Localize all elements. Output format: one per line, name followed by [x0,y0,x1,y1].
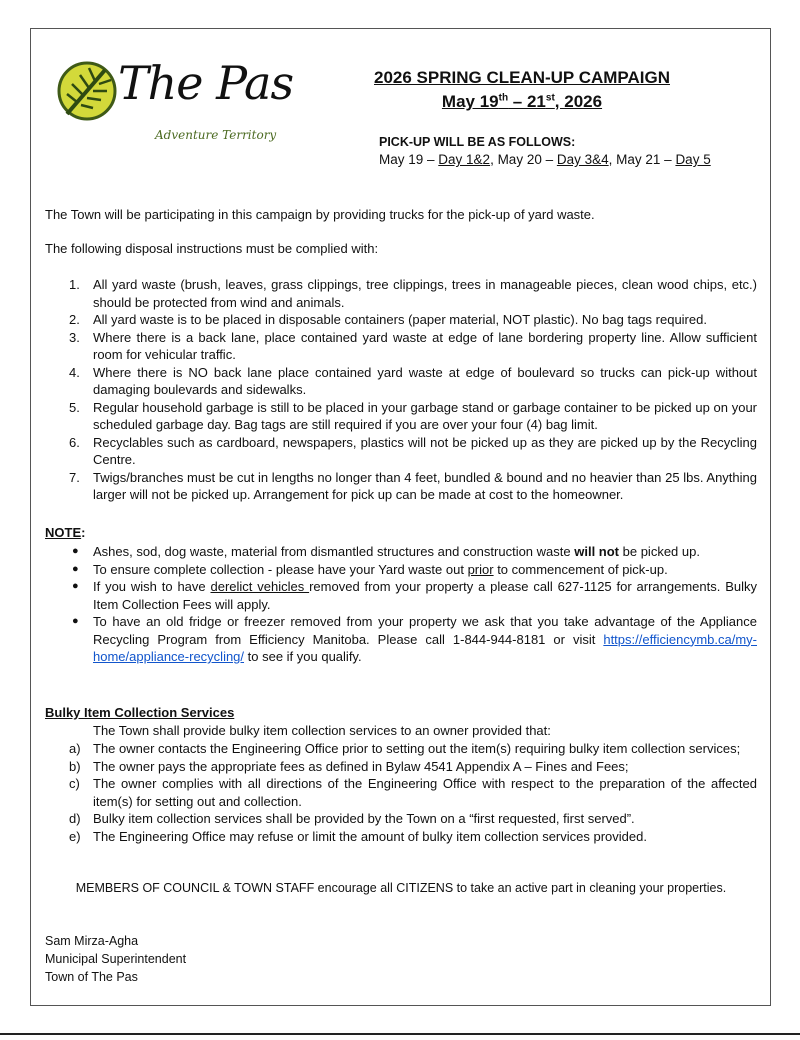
list-item: 3. Where there is a back lane, place contained yard waste at edge of lane bordering property line. Allow sufficient room for vehicular traffic. [69,329,757,362]
town-logo [55,56,294,148]
signature-title: Municipal Superintendent [45,952,187,966]
bulky-lead: The Town shall provide bulky item collection services to an owner provided that: [93,723,551,738]
signature-org: Town of The Pas [45,970,138,984]
list-item: 7. Twigs/branches must be cut in lengths no longer than 4 feet, bundled & bound and no heavier than 25 lbs. Anything larger will not be picked up. Arrangement for pick up can be made at cost to the homeowner. [69,469,757,502]
list-item: 5. Regular household garbage is still to be placed in your garbage stand or garbage container to be picked up on your scheduled garbage day. Bag tags are still required if you are over your four (4) bag limit. [69,399,757,432]
signature-name: Sam Mirza-Agha [45,934,139,948]
appliance-recycling-link[interactable]: https://efficiencymb.ca/my-home/appliance-recycling/ [93,631,757,664]
list-item: e) The Engineering Office may refuse or limit the amount of bulky item collection services provided. [69,828,647,844]
campaign-dates: May 19th – 21st, 2026 [441,92,603,111]
note-heading: NOTE: [45,525,86,540]
list-item: 4. Where there is NO back lane place contained yard waste at edge of boulevard so trucks can pick-up without damaging boulevards and sidewalks. [69,364,757,397]
list-item: ● If you wish to have derelict vehicles removed from your property a please call 627-1125 for arrangements. Bulky Item Collection Fees will apply. [72,579,757,612]
instructions-lead: The following disposal instructions must be complied with: [45,241,379,256]
closing-statement: MEMBERS OF COUNCIL & TOWN STAFF encourage all CITIZENS to take an active part in cleaning your properties. [75,881,727,895]
list-item: ● To have an old fridge or freezer removed from your property we ask that you take advantage of the Appliance Recycling Program from Efficiency Manitoba. Please call 1-844-944-8181 or visit https://efficiencymb.ca/my-home/appliance-recycling/ to see if you qualify. [72,614,757,664]
list-item: b) The owner pays the appropriate fees as defined in Bylaw 4541 Appendix A – Fines and Fees; [69,758,629,774]
instructions-list [45,276,757,504]
page-bottom-rule [0,1033,800,1035]
logo-wordmark: The Pas [118,56,294,110]
logo-tagline: Adventure Territory [155,128,277,142]
intro-paragraph: The Town will be participating in this campaign by providing trucks for the pick-up of yard waste. [45,207,595,222]
note-list [45,543,757,666]
list-item: ● To ensure complete collection - please have your Yard waste out prior to commencement of pick-up. [72,561,668,577]
list-item: 6. Recyclables such as cardboard, newspapers, plastics will not be picked up as they are picked up by the Recycling Centre. [69,434,757,467]
list-item: 2. All yard waste is to be placed in disposable containers (paper material, NOT plastic). No bag tags required. [69,312,707,327]
list-item: d) Bulky item collection services shall be provided by the Town on a “first requested, first served”. [69,811,635,826]
pickup-schedule: May 19 – Day 1&2, May 20 – Day 3&4, May 21 – Day 5 [379,152,711,167]
pickup-label: PICK-UP WILL BE AS FOLLOWS: [379,135,576,149]
campaign-title: 2026 SPRING CLEAN-UP CAMPAIGN [374,68,670,87]
bulky-list [45,740,757,845]
list-item: 1. All yard waste (brush, leaves, grass clippings, tree clippings, trees in manageable pieces, clean wood chips, etc.) should be protected from wind and animals. [69,277,757,310]
list-item: ● Ashes, sod, dog waste, material from dismantled structures and construction waste will not be picked up. [72,544,700,559]
list-item: c) The owner complies with all directions of the Engineering Office with respect to the preparation of the affected item(s) for setting out and collection. [69,776,757,809]
bulky-heading: Bulky Item Collection Services [45,705,235,720]
list-item: a) The owner contacts the Engineering Office prior to setting out the item(s) requiring bulky item collection services; [69,741,741,756]
leaf-logo-icon [55,58,125,124]
document-page [30,28,771,1006]
